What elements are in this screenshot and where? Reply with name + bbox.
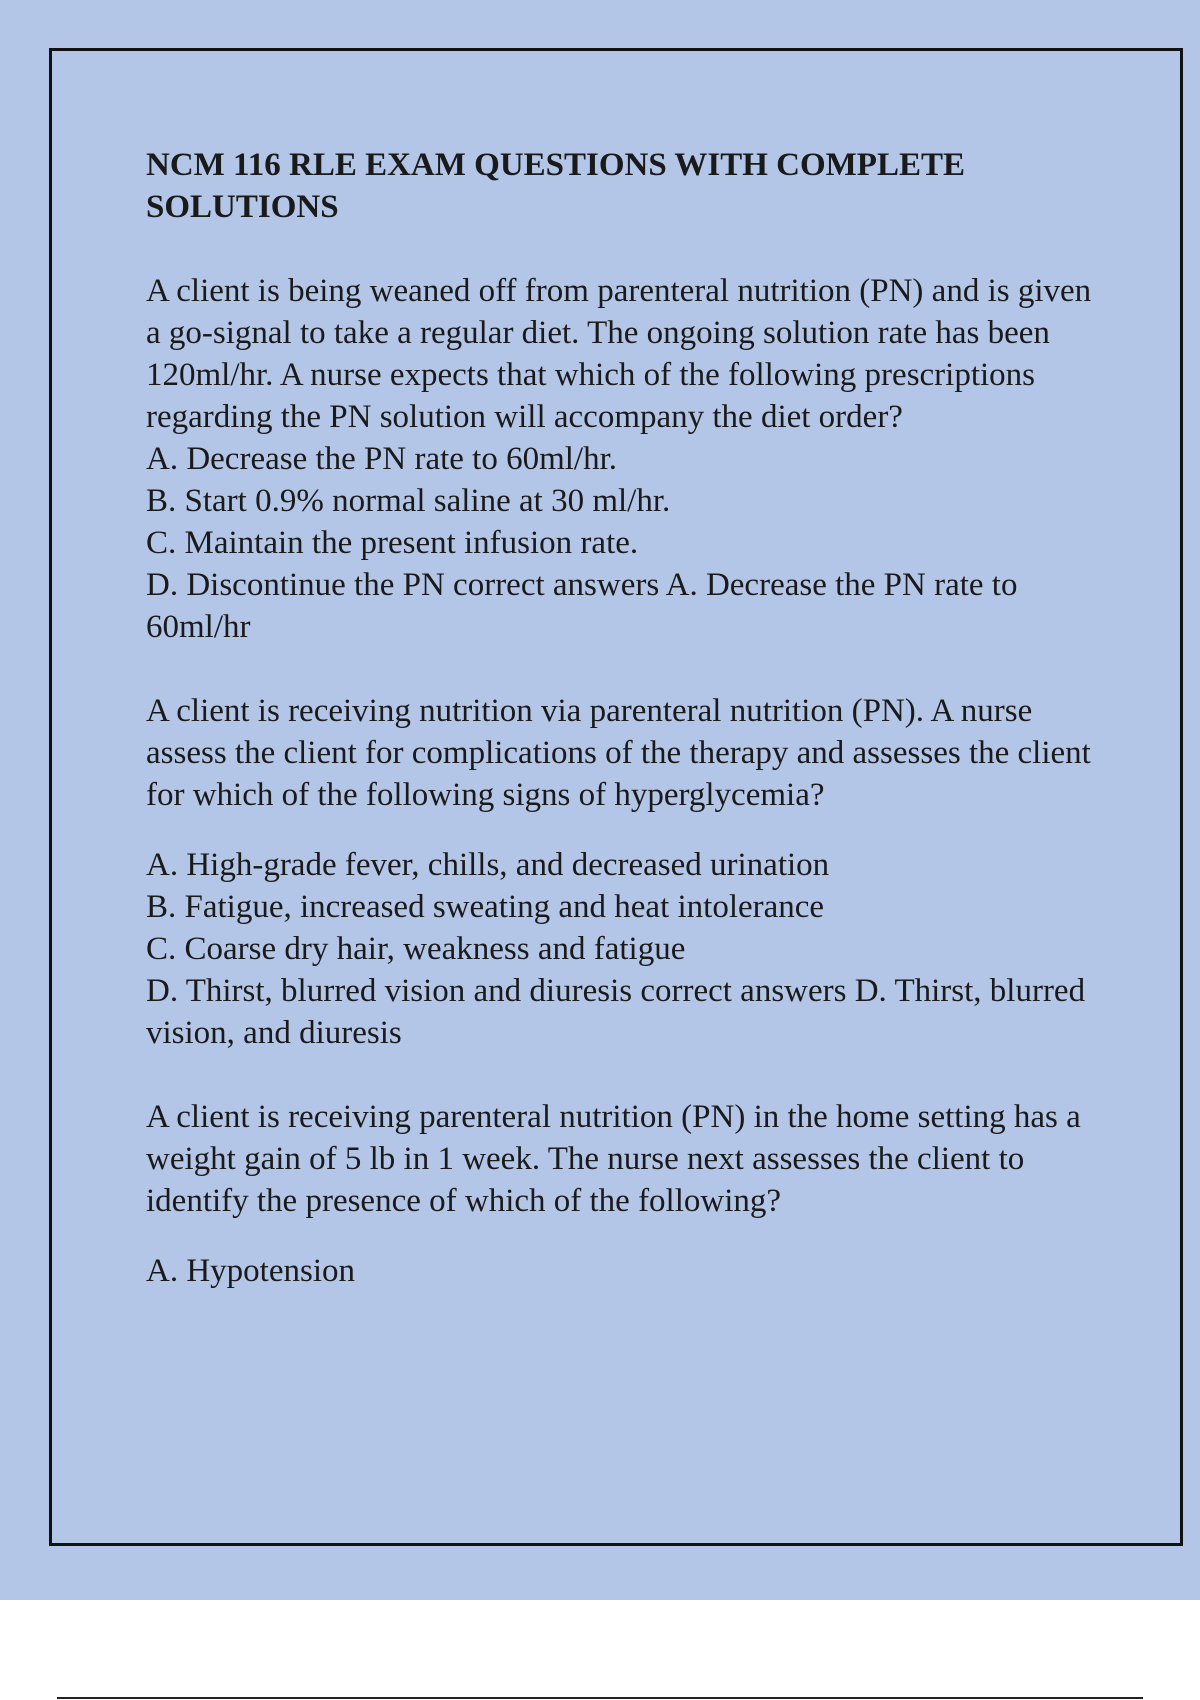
question-2-stem: A client is receiving nutrition via parenteral nutrition (PN). A nurse assess the client for complications of the therapy and assesses the client for which of the following signs of hyperglycemia?	[146, 693, 1091, 813]
question-2-option-b: B. Fatigue, increased sweating and heat intolerance	[146, 889, 825, 925]
question-2	[146, 690, 1096, 1054]
question-3-spacer	[146, 1222, 1096, 1250]
question-1-option-a: A. Decrease the PN rate to 60ml/hr.	[146, 441, 618, 477]
document-title: NCM 116 RLE EXAM QUESTIONS WITH COMPLETE SOLUTIONS	[146, 147, 966, 225]
question-2-option-a: A. High-grade fever, chills, and decreased urination	[146, 847, 830, 883]
question-2-option-c: C. Coarse dry hair, weakness and fatigue	[146, 931, 686, 967]
question-1-option-c: C. Maintain the present infusion rate.	[146, 525, 639, 561]
document-content	[146, 144, 1096, 1334]
question-1-option-b: B. Start 0.9% normal saline at 30 ml/hr.	[146, 483, 671, 519]
question-3-option-a: A. Hypotension	[146, 1253, 355, 1289]
question-2-option-d-answer: D. Thirst, blurred vision and diuresis correct answers D. Thirst, blurred vision, and diuresis	[146, 973, 1086, 1051]
question-2-spacer	[146, 816, 1096, 844]
question-1-stem: A client is being weaned off from parenteral nutrition (PN) and is given a go-signal to take a regular diet. The ongoing solution rate has been 120ml/hr. A nurse expects that which of the following prescriptions regarding the PN solution will accompany the diet order?	[146, 273, 1092, 435]
question-3-stem: A client is receiving parenteral nutrition (PN) in the home setting has a weight gain of 5 lb in 1 week. The nurse next assesses the client to identify the presence of which of the following?	[146, 1099, 1081, 1219]
question-1-option-d-answer: D. Discontinue the PN correct answers A. Decrease the PN rate to 60ml/hr	[146, 567, 1018, 645]
question-1	[146, 270, 1096, 648]
question-3	[146, 1096, 1096, 1292]
footer-rule	[57, 1697, 1143, 1699]
